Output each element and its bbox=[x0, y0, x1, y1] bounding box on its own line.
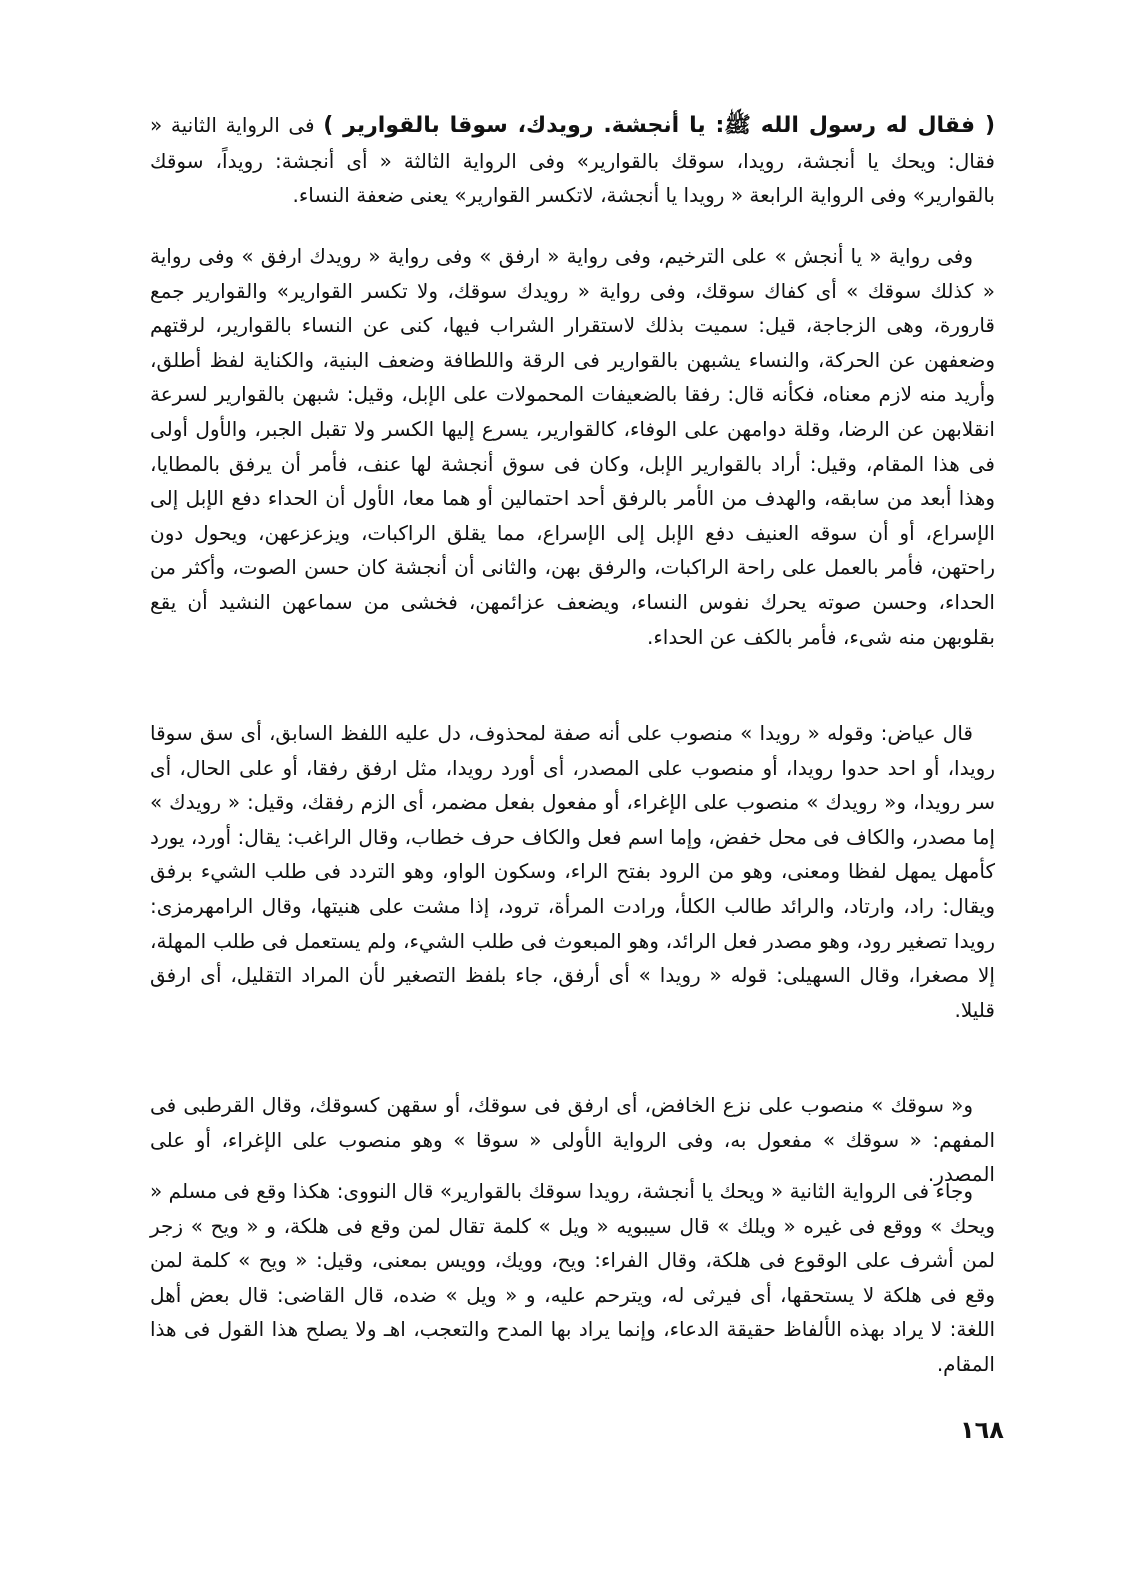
page-number: ١٦٨ bbox=[960, 1416, 1004, 1444]
paragraph-3 bbox=[150, 716, 995, 1027]
paragraph-1-text: فى الرواية الثانية « فقال: ويحك يا أنجشة، رويدا، سوقك بالقوارير» وفى الرواية الثالثة « أى أنجشة: رويداً، سوقك بالقوارير» وفى الرواية الرابعة « رويدا يا أنجشة، لاتكسر القوارير» يعنى ضعفة النساء. bbox=[150, 113, 995, 208]
paragraph-4-text: و« سوقك » منصوب على نزع الخافض، أى ارفق فى سوقك، أو سقهن كسوقك، وقال القرطبى فى المفهم: « سوقك » مفعول به، وفى الرواية الأولى « سوقا » وهو منصوب على الإغراء، أو على المصدر. bbox=[150, 1093, 995, 1187]
paragraph-5-text: وجاء فى الرواية الثانية « ويحك يا أنجشة، رويدا سوقك بالقوارير» قال النووى: هكذا وقع فى مسلم « ويحك » ووقع فى غيره « ويلك » قال سيبويه « ويل » كلمة تقال لمن وقع فى هلكة، و « ويح » زجر لمن أشرف على الوقوع فى هلكة، وقال الفراء: ويح، وويك، وويس بمعنى، وقيل: « ويح » كلمة لمن وقع فى هلكة لا يستحقها، أى فيرثى له، ويترحم عليه، و « ويل » ضده، قال القاضى: قال بعض أهل اللغة: لا يراد بهذه الألفاظ حقيقة الدعاء، وإنما يراد بها المدح والتعجب، اهـ ولا يصلح هذا القول فى هذا المقام. bbox=[150, 1179, 995, 1376]
paragraph-1 bbox=[150, 108, 995, 213]
paragraph-2 bbox=[150, 239, 995, 654]
paragraph-3-text: قال عياض: وقوله « رويدا » منصوب على أنه صفة لمحذوف، دل عليه اللفظ السابق، أى سق سوقا رويدا، أو احد حدوا رويدا، أو منصوب على المصدر، أى أورد رويدا، مثل ارفق رفقا، أو على الحال، أى سر رويدا، و« رويدك » منصوب على الإغراء، أو مفعول بفعل مضمر، أى الزم رفقك، وقيل: « رويدك » إما مصدر، والكاف فى محل خفض، وإما اسم فعل والكاف حرف خطاب، وقال الراغب: يقال: أورد، يورد كأمهل يمهل لفظا ومعنى، وهو من الرود بفتح الراء، وسكون الواو، وهو التردد فى طلب الشيء برفق ويقال: راد، وارتاد، والرائد طالب الكلأ، ورادت المرأة، ترود، إذا مشت على هنيتها، وقال الرامهرمزى: رويدا تصغير رود، وهو مصدر فعل الرائد، وهو المبعوث فى طلب الشيء، ولم يستعمل فى طلب المهلة، إلا مصغرا، وقال السهيلى: قوله « رويدا » أى أرفق، جاء بلفظ التصغير لأن المراد التقليل، أى ارفق قليلا. bbox=[150, 721, 995, 1022]
paragraph-1-lead: ( فقال له رسول الله ﷺ: يا أنجشة. رويدك، سوقا بالقوارير ) bbox=[323, 113, 995, 138]
paragraph-5 bbox=[150, 1174, 995, 1382]
paragraph-2-text: وفى رواية « يا أنجش » على الترخيم، وفى رواية « ارفق » وفى رواية « رويدك ارفق » وفى رواية « كذلك سوقك » أى كفاك سوقك، وفى رواية « رويدك سوقك، ولا تكسر القوارير» والقوارير جمع قارورة، وهى الزجاجة، قيل: سميت بذلك لاستقرار الشراب فيها، كنى عن النساء بالقوارير، لرقتهم وضعفهن عن الحركة، والنساء يشبهن بالقوارير فى الرقة واللطافة وضعف البنية، والكناية لفظ أطلق، وأريد منه لازم معناه، فكأنه قال: رفقا بالضعيفات المحمولات على الإبل، وقيل: شبهن بالقوارير لسرعة انقلابهن عن الرضا، وقلة دوامهن على الوفاء، كالقوارير، يسرع إليها الكسر ولا تقبل الجبر، والأول أولى فى هذا المقام، وقيل: أراد بالقوارير الإبل، وكان فى سوق أنجشة لها عنف، فأمر أن يرفق بالمطايا، وهذا أبعد من سابقه، والهدف من الأمر بالرفق أحد احتمالين أو هما معا، الأول أن الحداء دفع الإبل إلى الإسراع، أو أن سوقه العنيف دفع الإبل إلى الإسراع، مما يقلق الراكبات، ويزعزعهن، ويحول دون راحتهن، فأمر بالعمل على راحة الراكبات، والرفق بهن، والثانى أن أنجشة كان حسن الصوت، وأكثر من الحداء، وحسن صوته يحرك نفوس النساء، ويضعف عزائمهن، فخشى من سماعهن النشيد أن يقع بقلوبهن منه شىء، فأمر بالكف عن الحداء. bbox=[150, 244, 995, 649]
